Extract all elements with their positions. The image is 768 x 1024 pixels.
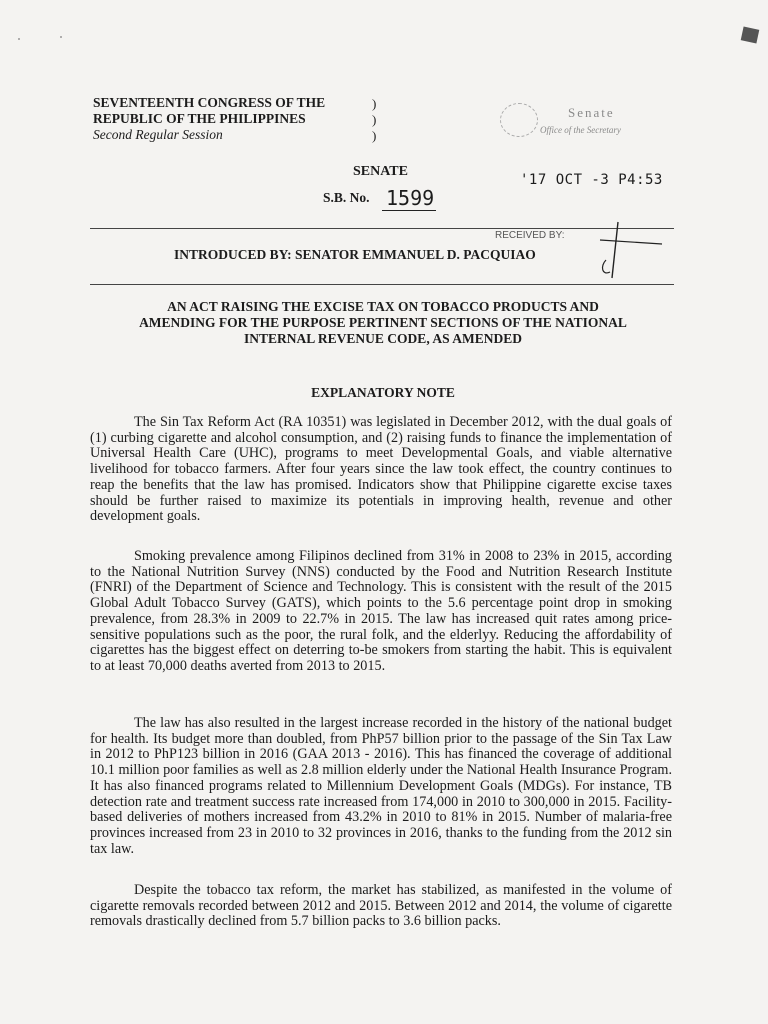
bracket-column: [372, 96, 376, 144]
title-line-3: INTERNAL REVENUE CODE, AS AMENDED: [244, 331, 522, 346]
explanatory-note-heading: EXPLANATORY NOTE: [311, 385, 455, 400]
paragraph-text: Smoking prevalence among Filipinos declined from 31% in 2008 to 23% in 2015, according to the National Nutrition Survey (NNS) conducted by the Food and Nutrition Research Institute (FNRI) of the Department of Science and Technology. This is consistent with the result of the 2015 Global Adult Tobacco Survey (GATS), which points to the 5.6 percentage point drop in smoking prevalence, from 28.3% in 2009 to 22.7% in 2015. The law has increased quit rates among price-sensitive populations such as the poor, the rural folk, and the elderlyy. Reducing the affordability of cigarettes has the biggest effect on deterring to-be smokers from starting the habit. This is equivalent to at least 70,000 deaths averted from 2013 to 2015.: [90, 548, 672, 674]
paragraph-3: [90, 716, 672, 857]
scan-speck: [18, 38, 20, 40]
chamber-label: SENATE: [353, 164, 408, 179]
scan-speck: [60, 36, 62, 38]
top-divider: [90, 228, 674, 229]
paragraph-text: The law has also resulted in the largest increase recorded in the history of the national budget for health. Its budget more than doubled, from PhP57 billion prior to the passage of the Sin Tax Law in 2012 to PhP123 billion in 2016 (GAA 2013 - 2016). This has financed the coverage of additional 10.1 million poor families as well as 2.8 million elderly under the National Health Insurance Program. It has also financed programs related to Millennium Development Goals (MDGs). For instance, TB detection rate and treatment success rate increased from 174,000 in 2010 to 300,000 in 2015. Facility-based deliveries of mothers increased from 43.2% in 2010 to 81% in 2015. Number of malaria-free provinces increased from 23 in 2010 to 32 provinces in 2016, thanks to the funding from the 2012 sin tax law.: [90, 715, 672, 857]
signature-mark: [596, 220, 666, 280]
bracket: ): [372, 96, 377, 111]
senate-seal-icon: [500, 103, 538, 137]
stamp-office: Office of the Secretary: [540, 125, 621, 135]
bottom-divider: [90, 284, 674, 285]
title-line-2: AMENDING FOR THE PURPOSE PERTINENT SECTIONS OF THE NATIONAL: [139, 315, 627, 330]
bracket: ): [372, 112, 377, 127]
introduced-by: INTRODUCED BY: SENATOR EMMANUEL D. PACQUIAO: [174, 247, 536, 262]
paragraph-text: Despite the tobacco tax reform, the market has stabilized, as manifested in the volume of cigarette removals recorded between 2012 and 2015. Between 2012 and 2014, the volume of cigarette removals drastically declined from 5.7 billion packs to 3.6 billion packs.: [90, 882, 672, 930]
paragraph-text: The Sin Tax Reform Act (RA 10351) was legislated in December 2012, with the dual goals of (1) curbing cigarette and alcohol consumption, and (2) raising funds to finance the implementation of Universal Health Care (UHC), programs to meet Developmental Goals, and viable alternative livelihood for tobacco farmers. After four years since the law took effect, the country continues to reap the benefits that the law has promised. Indicators show that Philippine cigarette excise taxes should be further raised to maximize its potentials in improving health, revenue and other development goals.: [90, 414, 672, 525]
received-by-label: RECEIVED BY:: [495, 230, 565, 241]
bill-title: [96, 299, 670, 347]
session-label: Second Regular Session: [93, 127, 223, 142]
paragraph-4: [90, 883, 672, 930]
congress-line-2: REPUBLIC OF THE PHILIPPINES: [93, 111, 306, 126]
paragraph-1: [90, 415, 672, 525]
title-line-1: AN ACT RAISING THE EXCISE TAX ON TOBACCO PRODUCTS AND: [167, 299, 599, 314]
congress-heading: [93, 95, 325, 143]
senate-stamp: [500, 103, 660, 143]
sb-label: S.B. No.: [323, 190, 370, 205]
congress-line-1: SEVENTEENTH CONGRESS OF THE: [93, 95, 326, 110]
stamp-senate: Senate: [568, 105, 615, 120]
received-timestamp: '17 OCT -3 P4:53: [520, 172, 663, 188]
bracket: ): [372, 128, 377, 143]
scan-corner-mark: [741, 26, 760, 43]
sb-number: 1599: [382, 186, 436, 211]
paragraph-2: [90, 549, 672, 675]
